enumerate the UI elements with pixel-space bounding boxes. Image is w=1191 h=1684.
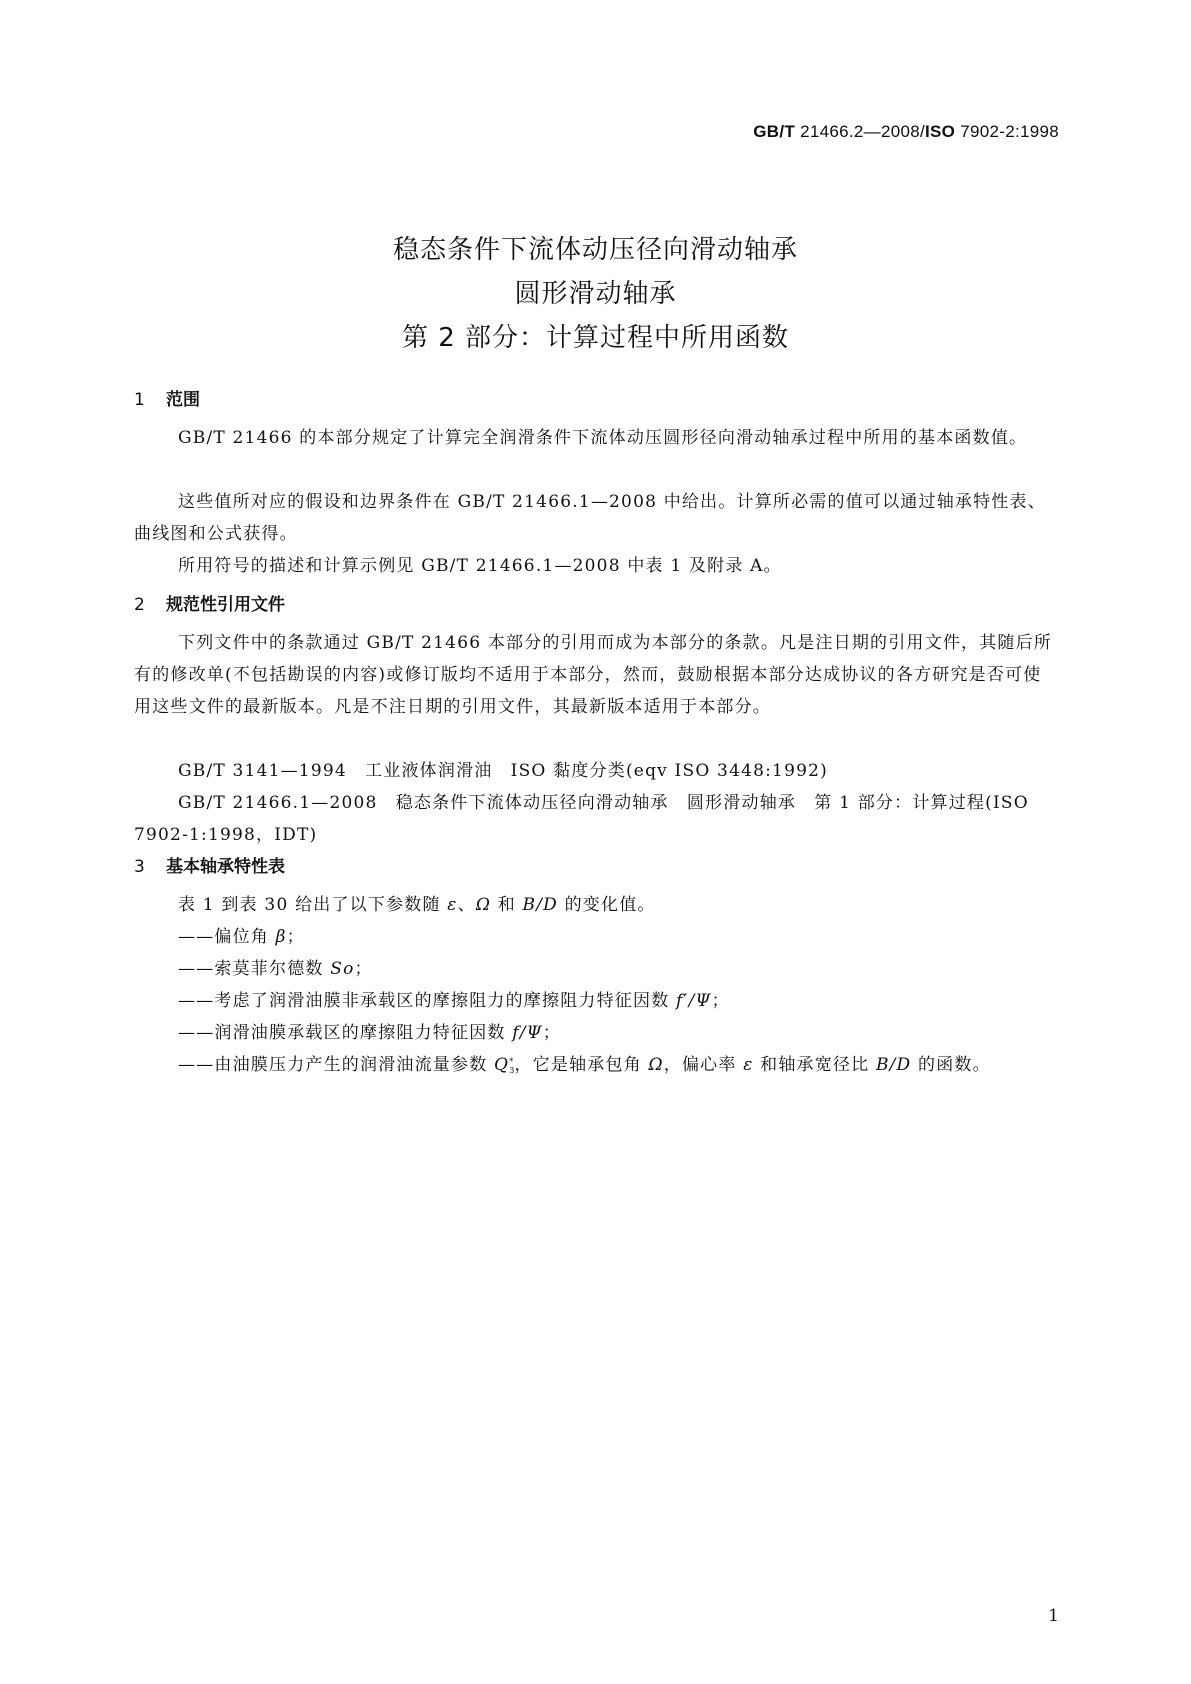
symbol-so: So	[330, 959, 355, 979]
section-number: 1	[134, 390, 145, 410]
symbol-b-over-d: B/D	[875, 1055, 912, 1075]
section-title: 范围	[166, 390, 200, 410]
standard-number-header	[753, 122, 1059, 142]
header-number: 21466.2—2008/	[795, 122, 925, 141]
text: 的变化值。	[557, 895, 656, 915]
reference-gbt-21466-1: GB/T 21466.1—2008 稳态条件下流体动压径向滑动轴承 圆形滑动轴承 第 1 部分：计算过程(ISO 7902-1:1998，IDT)	[134, 793, 1029, 845]
symbol-f-prime-psi: f′/Ψ	[676, 991, 712, 1011]
symbol-beta: β	[275, 927, 287, 947]
document-title	[0, 228, 1191, 360]
section-1-paragraph-1: GB/T 21466 的本部分规定了计算完全润滑条件下流体动压圆形径向滑动轴承过程中所用的基本函数值。	[178, 428, 1028, 448]
section-number: 3	[134, 857, 145, 877]
text: ；	[711, 991, 730, 1011]
text: ；	[542, 1023, 561, 1043]
section-1-paragraph-3: 所用符号的描述和计算示例见 GB/T 21466.1—2008 中表 1 及附录 A。	[178, 556, 782, 576]
superscript: *	[509, 1055, 514, 1066]
symbol-epsilon: ε	[447, 895, 458, 915]
section-3-intro	[134, 889, 1058, 921]
section-3-heading	[134, 852, 285, 877]
text: ，它是轴承包角	[514, 1055, 649, 1075]
list-item-friction-loaded	[178, 1017, 1058, 1049]
title-line-2: 圆形滑动轴承	[514, 279, 677, 309]
list-item-attitude-angle	[178, 921, 1058, 953]
text: ——索莫菲尔德数	[178, 959, 331, 979]
section-2-paragraph-1: 下列文件中的条款通过 GB/T 21466 本部分的引用而成为本部分的条款。凡是注日期的引用文件，其随后所有的修改单(不包括勘误的内容)或修订版均不适用于本部分，然而，鼓励根据本部分达成协议的各方研究是否可使用这些文件的最新版本。凡是不注日期的引用文件，其最新版本适用于本部分。	[134, 633, 1053, 717]
symbol-f-psi: f/Ψ	[512, 1023, 543, 1043]
list-item-sommerfeld	[178, 953, 1058, 985]
list-item-flow-parameter	[178, 1049, 1058, 1081]
text: 的函数。	[911, 1055, 991, 1075]
symbol-epsilon: ε	[743, 1055, 754, 1075]
text: ；	[286, 927, 305, 947]
text: 和	[491, 895, 523, 915]
symbol-omega: Ω	[475, 895, 492, 915]
list-item-friction-nonloaded	[178, 985, 1058, 1017]
header-iso: ISO	[925, 122, 956, 141]
header-iso-number: 7902-2:1998	[955, 122, 1059, 141]
text: ——由油膜压力产生的润滑油流量参数	[178, 1055, 495, 1075]
text: ；	[354, 959, 373, 979]
symbol-b-over-d: B/D	[522, 895, 558, 915]
text: ——考虑了润滑油膜非承载区的摩擦阻力的摩擦阻力特征因数	[178, 991, 677, 1011]
text: 、	[457, 895, 476, 915]
text: ，偏心率	[663, 1055, 744, 1075]
header-prefix: GB/T	[753, 122, 796, 141]
section-number: 2	[134, 595, 145, 615]
text: 和轴承宽径比	[753, 1055, 876, 1075]
section-title: 基本轴承特性表	[166, 857, 285, 877]
reference-gbt-3141: GB/T 3141—1994 工业液体润滑油 ISO 黏度分类(eqv ISO 3448:1992)	[178, 761, 828, 781]
title-line-1: 稳态条件下流体动压径向滑动轴承	[392, 235, 798, 265]
section-1-heading	[134, 385, 200, 410]
section-1-paragraph-2: 这些值所对应的假设和边界条件在 GB/T 21466.1—2008 中给出。计算所必需的值可以通过轴承特性表、曲线图和公式获得。	[134, 492, 1046, 544]
page-number: 1	[1048, 1606, 1059, 1626]
text: ——偏位角	[178, 927, 276, 947]
symbol-q: Q	[494, 1055, 510, 1075]
section-title: 规范性引用文件	[166, 595, 285, 615]
text: 表 1 到表 30 给出了以下参数随	[178, 895, 448, 915]
text: ——润滑油膜承载区的摩擦阻力特征因数	[178, 1023, 513, 1043]
section-2-heading	[134, 590, 285, 615]
symbol-omega: Ω	[648, 1055, 664, 1075]
title-line-3: 第 2 部分：计算过程中所用函数	[401, 323, 790, 353]
subscript: 3	[509, 1064, 515, 1075]
